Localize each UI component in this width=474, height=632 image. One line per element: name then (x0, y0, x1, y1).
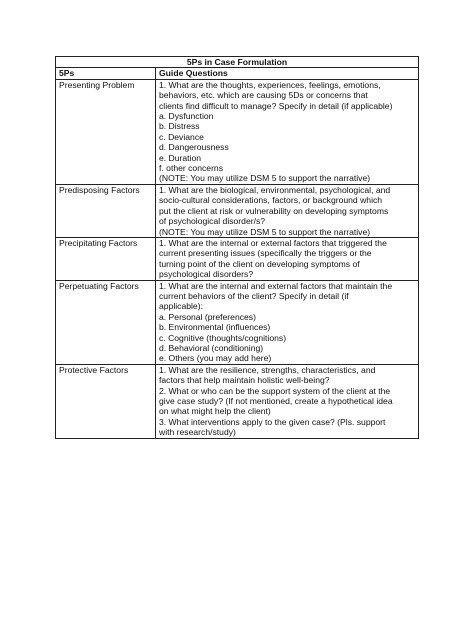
table-row (56, 237, 419, 280)
guide-question-line: e. Others (you may add here) (159, 353, 272, 364)
guide-questions-cell (156, 237, 419, 280)
guide-question-line: c. Cognitive (thoughts/cognitions) (159, 332, 287, 343)
table-body (56, 79, 419, 438)
guide-questions-cell (156, 79, 419, 184)
factor-cell: Perpetuating Factors (56, 280, 156, 364)
guide-question-line: f. other concerns (159, 163, 224, 174)
guide-question-line: give case study? (If not mentioned, create a hypothetical idea (159, 396, 393, 406)
guide-question-line: psychological disorders? (159, 269, 254, 280)
guide-question-line: a. Personal (preferences) (159, 311, 256, 322)
table-title-row (56, 57, 419, 68)
guide-question-line: applicable): (159, 301, 203, 312)
header-guide-questions: Guide Questions (156, 68, 419, 79)
guide-question-line: a. Dysfunction (159, 111, 214, 122)
table-row (56, 184, 419, 237)
guide-question-line: on what might help the client) (159, 406, 271, 417)
guide-question-line: (NOTE: You may utilize DSM 5 to support the narrative) (159, 173, 371, 184)
guide-question-line: current presenting issues (specifically the triggers or the (159, 248, 372, 259)
guide-question-line: 1. What are the internal and external factors that maintain the (159, 280, 393, 291)
guide-question-line: d. Dangerousness (159, 142, 229, 153)
guide-questions-cell (156, 280, 419, 364)
guide-question-line: socio-cultural considerations, factors, or background which (159, 195, 383, 206)
guide-question-line: clients find difficult to manage? Specify in detail (if applicable) (159, 100, 393, 111)
guide-question-line: behaviors, etc. which are causing 5Ds or concerns that (159, 90, 368, 101)
guide-question-line: e. Duration (159, 152, 202, 163)
guide-question-line: of psychological disorder/s? (159, 216, 266, 227)
case-formulation-table (55, 56, 419, 439)
guide-question-line: factors that help maintain holistic well-being? (159, 375, 330, 386)
guide-question-line: put the client at risk or vulnerability on developing symptoms (159, 205, 389, 216)
guide-question-line: 2. What or who can be the support system of the client at the (159, 385, 391, 396)
guide-question-line: 1. What are the thoughts, experiences, feelings, emotions, (159, 79, 381, 90)
guide-question-line: (NOTE: You may utilize DSM 5 to support the narrative) (159, 226, 371, 237)
guide-question-line: current behaviors of the client? Specify in detail (if (159, 290, 349, 301)
guide-questions-cell (156, 364, 419, 438)
guide-question-line: 1. What are the resilience, strengths, characteristics, and (159, 364, 376, 375)
guide-question-line: 1. What are the biological, environmental, psychological, and (159, 184, 391, 195)
guide-question-line: b. Distress (159, 121, 200, 132)
table-row (56, 364, 419, 438)
table-row (56, 280, 419, 364)
guide-question-line: 3. What interventions apply to the given case? (Pls. support (159, 416, 386, 427)
factor-cell: Presenting Problem (56, 79, 156, 184)
guide-question-line: with research/study) (159, 427, 236, 438)
factor-cell: Predisposing Factors (56, 184, 156, 237)
table-header-row (56, 68, 419, 79)
guide-questions-cell (156, 184, 419, 237)
factor-cell: Precipitating Factors (56, 237, 156, 280)
header-5ps: 5Ps (56, 68, 156, 79)
guide-question-line: d. Behavioral (conditioning) (159, 342, 264, 353)
guide-question-line: c. Deviance (159, 131, 204, 142)
guide-question-line: 1. What are the internal or external factors that triggered the (159, 237, 387, 248)
guide-question-line: turning point of the client on developing symptoms of (159, 258, 360, 269)
table-title: 5Ps in Case Formulation (56, 57, 419, 68)
factor-cell: Protective Factors (56, 364, 156, 438)
guide-question-line: b. Environmental (influences) (159, 322, 271, 333)
table-row (56, 79, 419, 184)
